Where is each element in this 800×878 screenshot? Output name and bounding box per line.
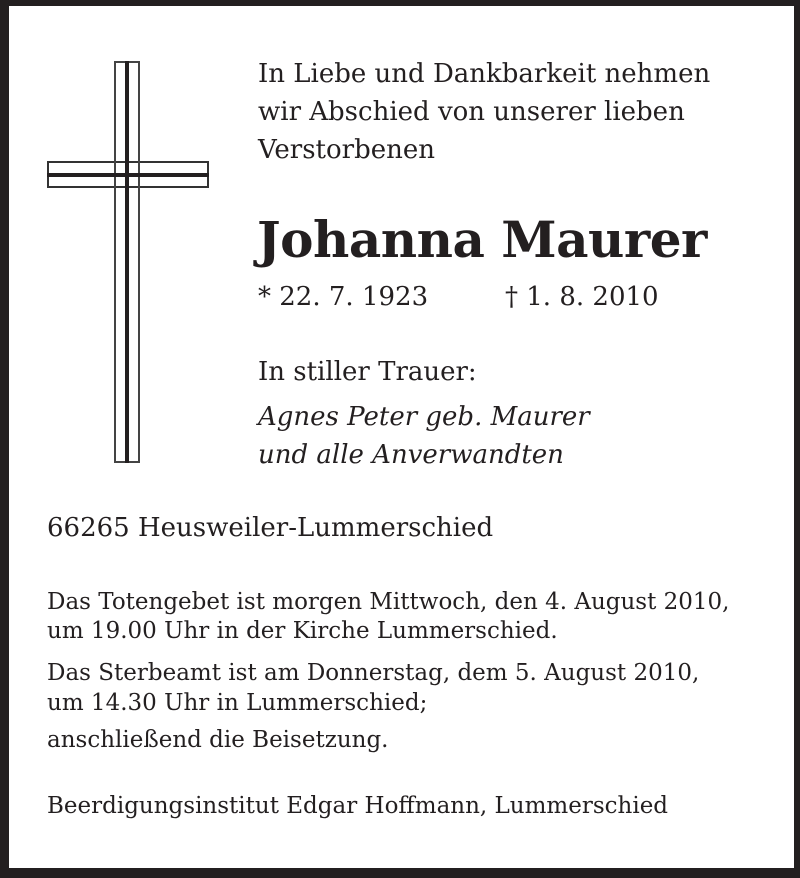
service-line: anschließend die Beisetzung.	[47, 727, 389, 753]
service-line: um 14.30 Uhr in Lummerschied;	[47, 690, 428, 716]
service-line: um 19.00 Uhr in der Kirche Lummerschied.	[47, 618, 558, 644]
mourners-heading: In stiller Trauer:	[258, 357, 477, 387]
service-line: Das Totengebet ist morgen Mittwoch, den 4. August 2010,	[47, 589, 730, 615]
intro-line: wir Abschied von unserer lieben	[258, 97, 685, 127]
birth-date: * 22. 7. 1923	[258, 282, 429, 312]
mourner-line: und alle Anverwandten	[258, 440, 564, 470]
deceased-name: Johanna Maurer	[257, 210, 707, 269]
mourner-line: Agnes Peter geb. Maurer	[258, 402, 590, 432]
funeral-home: Beerdigungsinstitut Edgar Hoffmann, Lummerschied	[47, 793, 669, 819]
intro-line: Verstorbenen	[258, 135, 435, 165]
death-date: † 1. 8. 2010	[505, 282, 659, 312]
intro-line: In Liebe und Dankbarkeit nehmen	[258, 59, 711, 89]
service-line: Das Sterbeamt ist am Donnerstag, dem 5. August 2010,	[47, 660, 700, 686]
location: 66265 Heusweiler-Lummerschied	[47, 513, 494, 543]
